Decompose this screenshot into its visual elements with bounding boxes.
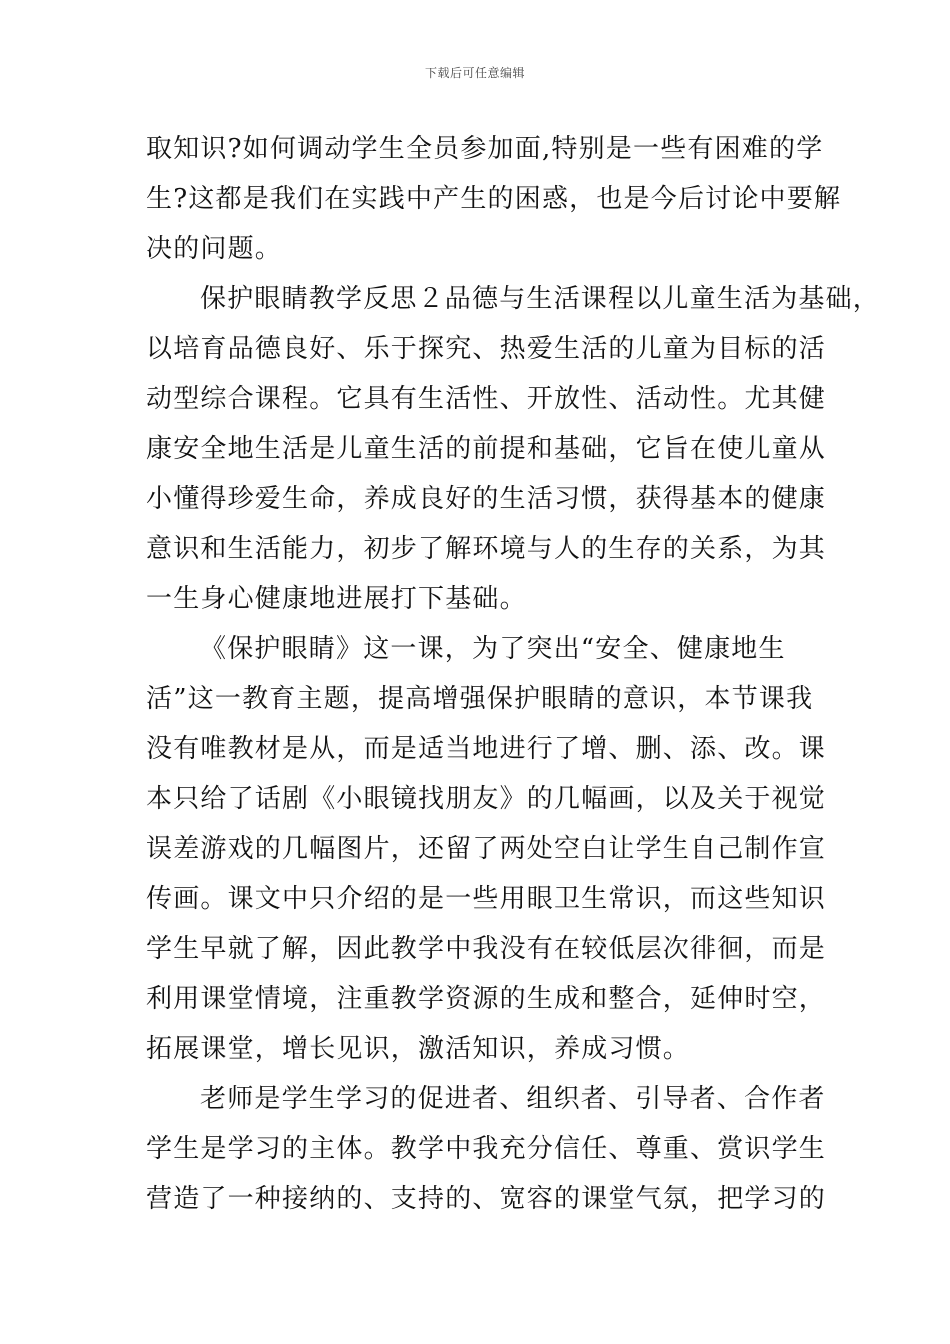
- text-line: 取知识?如何调动学生全员参加面,特别是一些有困难的学: [146, 134, 824, 164]
- paragraph-1: [146, 124, 842, 274]
- document-body: [146, 124, 881, 1224]
- text-line: 误差游戏的几幅图片，还留了两处空白让学生自己制作宣: [146, 834, 827, 864]
- text-line: 一生身心健康地进展打下基础。: [146, 584, 527, 614]
- text-line: 利用课堂情境，注重教学资源的生成和整合，延伸时空，: [146, 984, 827, 1014]
- text-line: 没有唯教材是从，而是适当地进行了增、删、添、改。课: [146, 734, 827, 764]
- text-line: 小懂得珍爱生命，养成良好的生活习惯，获得基本的健康: [146, 484, 827, 514]
- text-line: 学生是学习的主体。教学中我充分信任、尊重、赏识学生: [146, 1134, 827, 1164]
- text-line: 康安全地生活是儿童生活的前提和基础，它旨在使儿童从: [146, 434, 827, 464]
- text-line: 决的问题。: [146, 234, 283, 264]
- text-line: 生?这都是我们在实践中产生的困惑，也是今后讨论中要解: [146, 184, 842, 214]
- text-line: 活”这一教育主题，提高增强保护眼睛的意识，本节课我: [146, 684, 814, 714]
- text-line: 本只给了话剧《小眼镜找朋友》的几幅画，以及关于视觉: [146, 784, 827, 814]
- paragraph-4: [146, 1074, 827, 1224]
- text-line: 营造了一种接纳的、支持的、宽容的课堂气氛，把学习的: [146, 1184, 827, 1214]
- text-line: 意识和生活能力，初步了解环境与人的生存的关系，为其: [146, 534, 827, 564]
- text-line: 老师是学生学习的促进者、组织者、引导者、合作者: [200, 1084, 826, 1114]
- text-line: 《保护眼睛》这一课，为了突出“安全、健康地生: [200, 634, 786, 664]
- text-line: 保护眼睛教学反思２品德与生活课程以儿童生活为基础，: [200, 284, 881, 314]
- text-line: 拓展课堂，增长见识，激活知识，养成习惯。: [146, 1034, 691, 1064]
- text-line: 学生早就了解，因此教学中我没有在较低层次徘徊，而是: [146, 934, 827, 964]
- paragraph-3: [146, 624, 827, 1074]
- paragraph-2: [146, 274, 881, 624]
- text-line: 以培育品德良好、乐于探究、热爱生活的儿童为目标的活: [146, 334, 827, 364]
- text-line: 传画。课文中只介绍的是一些用眼卫生常识，而这些知识: [146, 884, 827, 914]
- text-line: 动型综合课程。它具有生活性、开放性、活动性。尤其健: [146, 384, 827, 414]
- page-header: 下载后可任意编辑: [424, 66, 525, 80]
